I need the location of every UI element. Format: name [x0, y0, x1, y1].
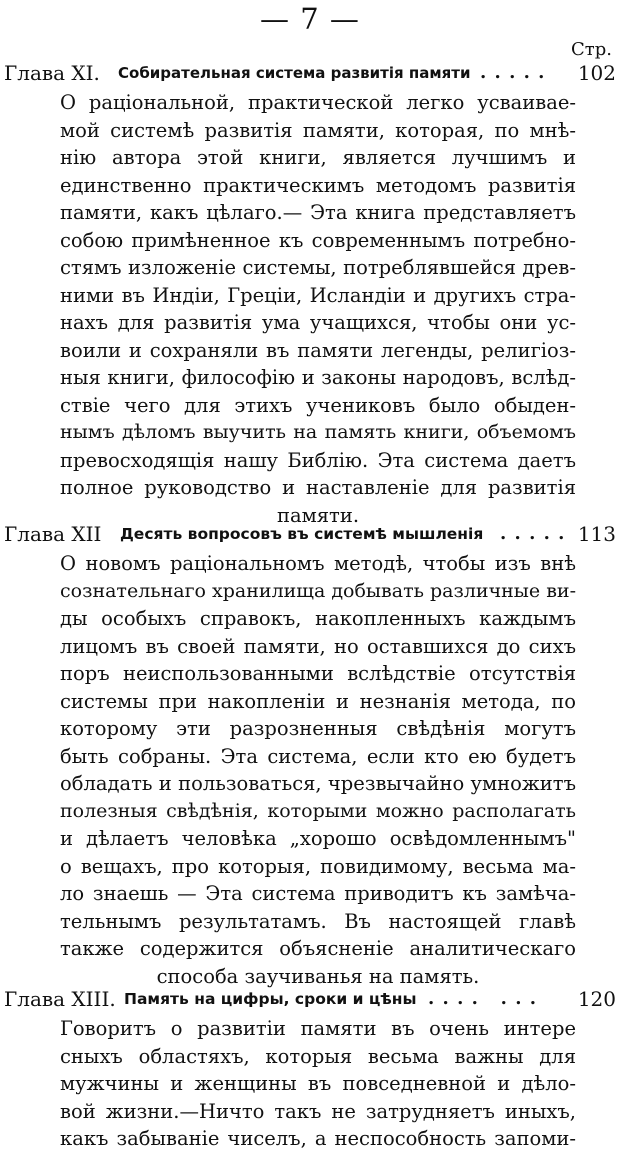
summary-line: способа заучиванья на память. [156, 964, 480, 988]
chapter-entry [0, 983, 620, 1153]
chapter-summary [60, 550, 576, 990]
summary-line: нымъ дѣломъ выучить на память книги, объемомъ [60, 421, 576, 443]
chapter-summary [60, 89, 576, 529]
chapter-title: Память на цифры, сроки и цѣны [124, 990, 417, 1008]
summary-line: Говоритъ о развитіи памяти въ очень интере [60, 1017, 576, 1040]
summary-line: ды особыхъ справокъ, накопленныхъ каждымъ [60, 607, 576, 630]
summary-line: О новомъ раціональномъ методѣ, чтобы изъ внѣ [60, 552, 576, 575]
summary-line: ствіе чего для этихъ учениковъ было обыден- [60, 393, 576, 417]
chapter-leader-dots: . . . . . [480, 62, 546, 83]
chapter-title: Десять вопросовъ въ системѣ мышленія [120, 525, 484, 543]
summary-line: превосходящія нашу Библію. Эта система даетъ [60, 448, 576, 472]
chapter-entry [0, 57, 620, 529]
chapter-entry [0, 518, 620, 990]
summary-line: сознательнаго хранилища добывать различные ви- [60, 579, 576, 602]
summary-line: тельнымъ результатамъ. Въ настоящей главѣ [60, 909, 576, 933]
chapter-heading [0, 518, 620, 550]
page-column-header: Стр. [571, 39, 612, 60]
summary-line: мой системѣ развитія памяти, которая, по мнѣ- [60, 118, 576, 142]
summary-line: сныхъ областяхъ, которыя весьма важны для [60, 1044, 576, 1068]
chapter-heading [0, 983, 620, 1015]
summary-line: также содержится объясненіе аналитическаго [60, 937, 576, 960]
chapter-heading [0, 57, 620, 89]
chapter-label: Глава XIII. [4, 987, 116, 1011]
summary-line: ло знаешь — Эта система приводитъ къ замѣча- [60, 882, 576, 905]
summary-line: системы при накопленіи и незнанія метода, по [60, 689, 576, 713]
summary-line: и дѣлаетъ человѣка „хорошо освѣдомленнымъ" [60, 827, 576, 850]
chapter-page-number: 113 [577, 522, 616, 546]
summary-line: единственно практическимъ методомъ развитія [60, 173, 576, 197]
summary-line: какъ забываніе чиселъ, а неспособность запоми- [60, 1127, 576, 1150]
summary-line: нахъ для развитія ума учащихся, чтобы они ус- [60, 311, 576, 334]
summary-line: полное руководство и наставленіе для развитія [60, 476, 576, 499]
chapter-leader-dots: . . . . . . . [428, 988, 537, 1009]
chapter-page-number: 102 [577, 61, 616, 85]
chapter-summary [60, 1015, 576, 1153]
summary-line: О раціональной, практической легко усваивае- [60, 91, 576, 114]
summary-line: ныя книги, философію и законы народовъ, вслѣд- [60, 366, 576, 389]
chapter-label: Глава XI. [4, 61, 100, 85]
summary-line: лицомъ въ своей памяти, но оставшихся до сихъ [60, 634, 576, 658]
summary-line: памяти. [276, 503, 360, 527]
summary-line: нію автора этой книги, является лучшимъ и [60, 146, 576, 169]
summary-line: поръ неиспользованными вслѣдствіе отсутствія [60, 662, 576, 685]
summary-line: собою примѣненное къ современнымъ потребно- [60, 228, 576, 252]
chapter-title: Собирательная система развитія памяти [118, 64, 471, 82]
summary-line: быть собраны. Эта система, если кто ею будетъ [60, 744, 576, 768]
summary-line: мужчины и женщины въ повседневной и дѣло- [60, 1072, 576, 1095]
chapter-label: Глава XII [4, 522, 102, 546]
summary-line: которому эти разрозненныя свѣдѣнія могутъ [60, 717, 576, 740]
chapter-page-number: 120 [577, 987, 616, 1011]
summary-line: вой жизни.—Ничто такъ не затрудняетъ иныхъ, [60, 1099, 576, 1123]
summary-line: обладать и пользоваться, чрезвычайно умножитъ [60, 772, 576, 795]
summary-line: полезныя свѣдѣнія, которыми можно располагать [60, 799, 576, 822]
summary-line: ними въ Индіи, Греціи, Исландіи и другихъ стра- [60, 283, 576, 307]
summary-line: памяти, какъ цѣлаго.— Эта книга представляетъ [60, 201, 576, 224]
page-number: — 7 — [260, 2, 360, 36]
summary-line: стямъ изложеніе системы, потреблявшейся древ- [60, 256, 576, 279]
chapter-leader-dots: . . . . . [500, 523, 566, 544]
summary-line: воили и сохраняли въ памяти легенды, религіоз- [60, 338, 576, 362]
summary-line: о вещахъ, про которыя, повидимому, весьма ма- [60, 854, 576, 878]
